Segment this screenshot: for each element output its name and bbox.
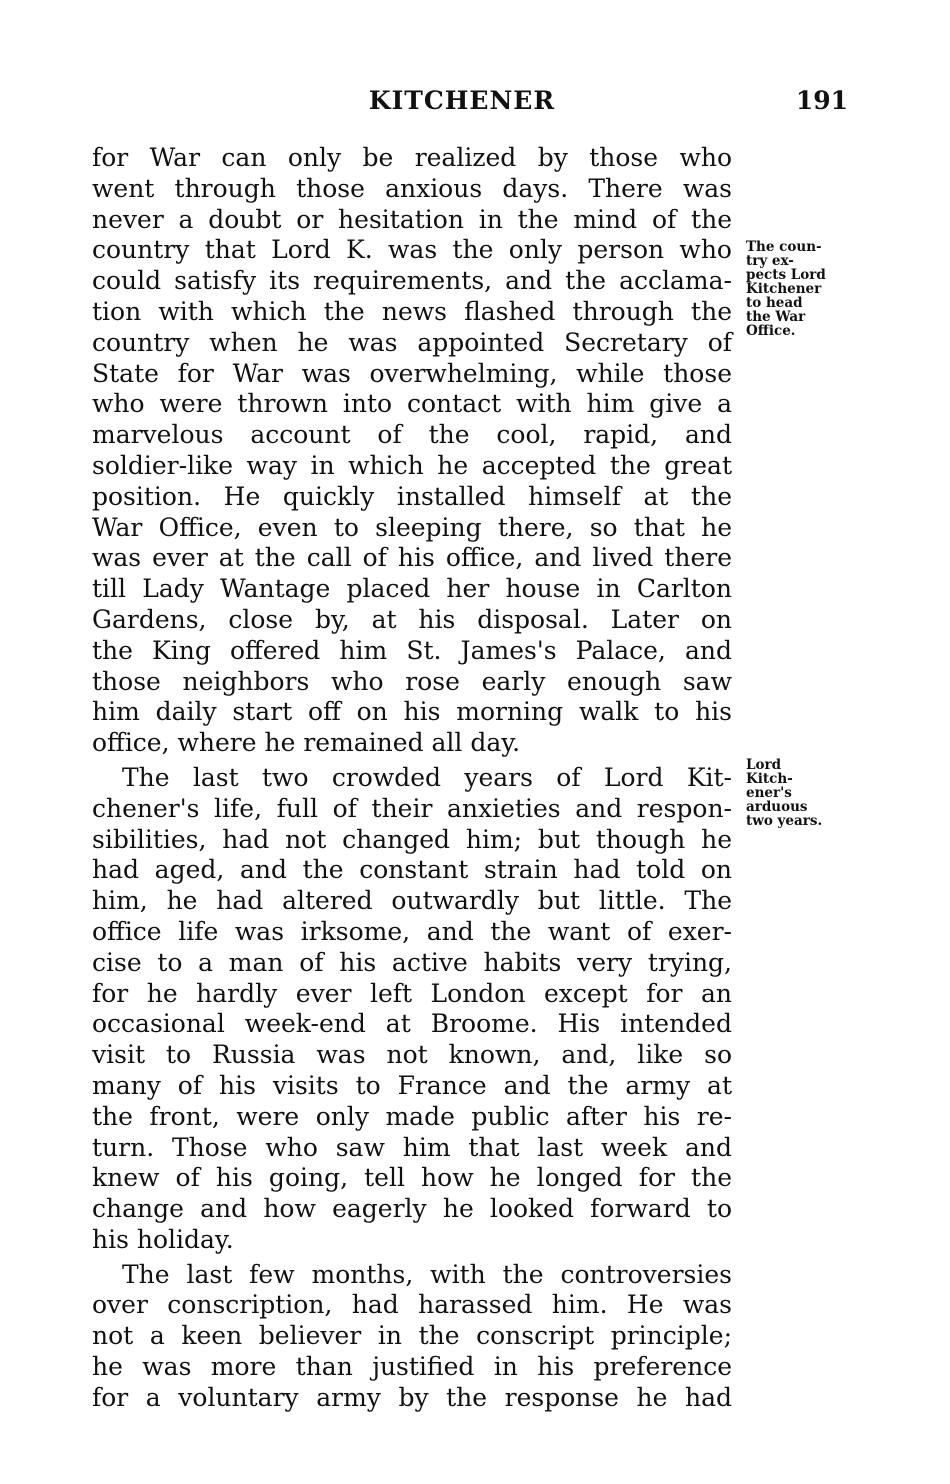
sidenote-country-expects [746,240,856,338]
text-line: country that Lord K. was the only person who [92,235,732,265]
text-line: change and how eagerly he looked forward to [92,1194,732,1224]
text-line: the front, were only made public after his re- [92,1101,732,1131]
text-line: country when he was appointed Secretary of [92,327,732,357]
text-line: State for War was overwhelming, while those [92,358,732,388]
text-line: Gardens, close by, at his disposal. Later on [92,604,732,634]
text-line: him, he had altered outwardly but little. The [92,886,732,916]
text-line: over conscription, had harassed him. He was [92,1290,732,1320]
text-line: who were thrown into contact with him give a [92,389,732,419]
text-line: till Lady Wantage placed her house in Carlton [92,574,732,604]
body-text [92,143,732,1414]
text-line: sibilities, had not changed him; but though he [92,824,732,854]
text-line: the King offered him St. James's Palace, and [92,635,732,665]
text-line: not a keen believer in the conscript principle; [92,1321,732,1351]
text-line: for War can only be realized by those who [92,143,732,172]
text-line: The last two crowded years of Lord Kit- [122,762,732,792]
text-line: was ever at the call of his office, and lived there [92,543,732,573]
text-line: office life was irksome, and the want of exer- [92,916,732,946]
text-line: office, where he remained all day. [92,728,521,758]
text-line: he was more than justified in his preference [92,1352,732,1382]
text-line: soldier-like way in which he accepted the great [92,450,732,480]
sidenote-line: the War [746,309,806,325]
sidenote-line: Lord [746,757,782,773]
sidenote-line: try ex- [746,253,794,269]
text-line: chener's life, full of their anxieties and respon- [92,793,732,823]
sidenote-line: pects Lord [746,267,826,283]
sidenote-line: Kitch- [746,771,793,787]
text-line: The last few months, with the controversies [122,1259,732,1289]
text-line: for a voluntary army by the response he had [92,1382,732,1412]
text-line: occasional week-end at Broome. His intended [92,1009,732,1039]
text-line: War Office, even to sleeping there, so that he [92,512,732,542]
sidenote-line: ener's [746,785,792,801]
text-line: tion with which the news flashed through the [92,296,732,326]
text-line: visit to Russia was not known, and, like so [92,1040,732,1070]
text-line: knew of his going, tell how he longed for the [92,1163,732,1193]
text-line: him daily start off on his morning walk to his [92,697,732,727]
sidenote-line: Office. [746,323,796,339]
text-line: never a doubt or hesitation in the mind of the [92,204,732,234]
running-title: KITCHENER [368,86,556,115]
text-line: those neighbors who rose early enough saw [92,666,732,696]
sidenote-arduous-years [746,758,856,828]
text-line: his holiday. [92,1224,234,1254]
sidenote-line: to head [746,295,803,311]
text-line: cise to a man of his active habits very trying, [92,947,732,977]
text-line: many of his visits to France and the army at [92,1070,732,1100]
text-line: marvelous account of the cool, rapid, and [92,420,732,450]
page-number: 191 [795,86,848,115]
text-line: went through those anxious days. There was [92,173,732,203]
text-line: could satisfy its requirements, and the acclama- [92,266,732,296]
sidenote-line: Kitchener [746,281,822,297]
sidenote-line: The coun- [746,239,822,255]
running-head [92,86,848,120]
sidenote-line: arduous [746,799,808,815]
text-line: turn. Those who saw him that last week and [92,1132,732,1162]
text-line: position. He quickly installed himself at the [92,481,732,511]
text-line: had aged, and the constant strain had told on [92,855,732,885]
sidenote-line: two years. [746,813,823,829]
text-line: for he hardly ever left London except for an [92,978,732,1008]
